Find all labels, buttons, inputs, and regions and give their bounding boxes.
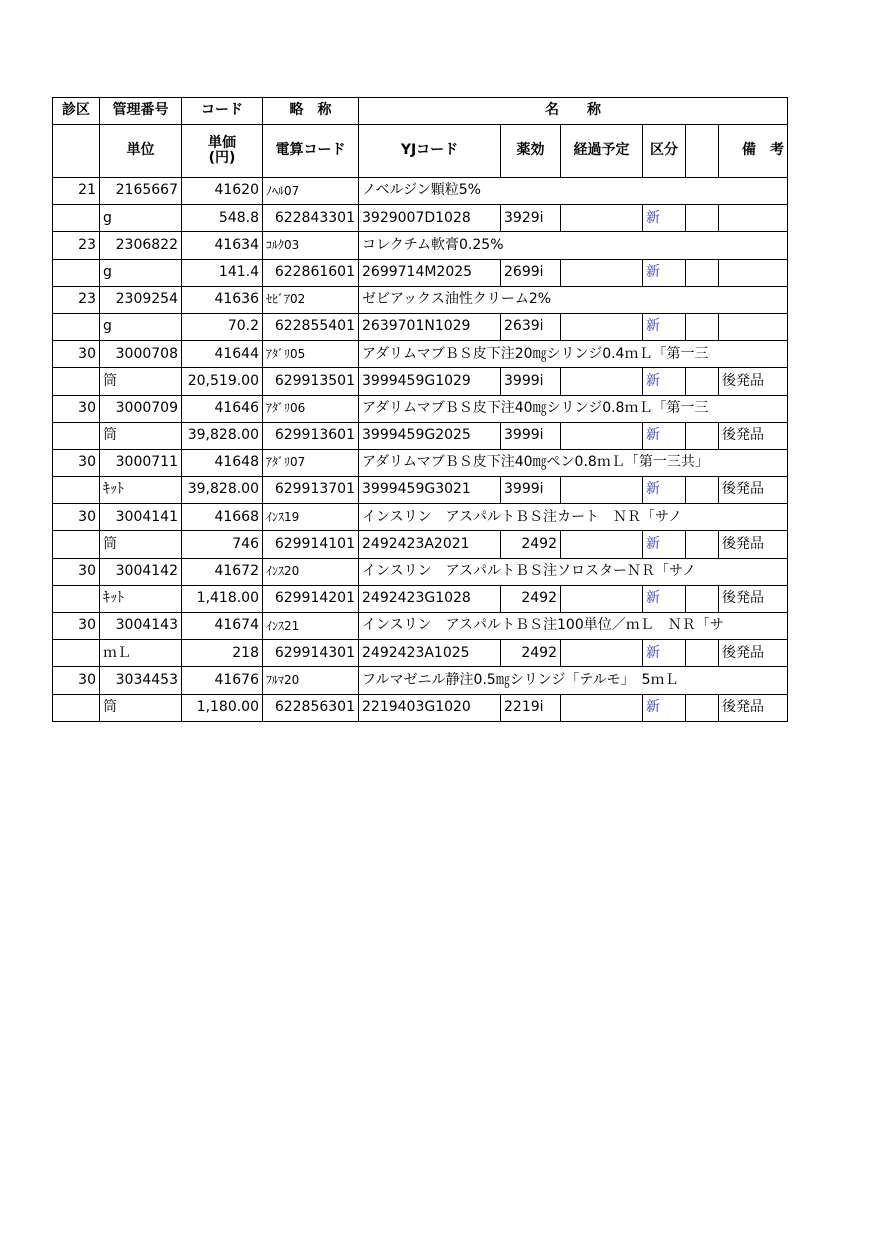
header-densan: 電算コード: [263, 125, 359, 178]
cell-blank: [53, 368, 100, 395]
cell-yj: 3999459G1029: [359, 368, 501, 395]
cell-code: 41646: [182, 395, 263, 422]
cell-ryaku: ｱﾀﾞﾘ06: [263, 395, 359, 422]
cell-blank-2: [686, 477, 719, 504]
drug-list-table: [52, 97, 788, 722]
cell-blank-2: [686, 368, 719, 395]
cell-code: 41648: [182, 449, 263, 476]
cell-ryaku: ｲﾝｽ20: [263, 558, 359, 585]
cell-name: アダリムマブＢＳ皮下注40㎎シリンジ0.8ｍＬ「第一三: [359, 395, 788, 422]
item-row-main: [53, 178, 788, 205]
cell-blank: [53, 205, 100, 232]
cell-kubun: 新: [643, 205, 686, 232]
cell-kanri: 2306822: [100, 232, 182, 259]
cell-yj: 2492423A2021: [359, 531, 501, 558]
item-row-detail: [53, 585, 788, 612]
cell-blank: [53, 694, 100, 721]
item-row-main: [53, 667, 788, 694]
cell-yakko: 3999i: [501, 477, 561, 504]
cell-code: 41674: [182, 613, 263, 640]
header-row-1: [53, 98, 788, 125]
cell-yakko: 2639i: [501, 313, 561, 340]
cell-biko: 後発品: [719, 640, 788, 667]
cell-name: ノベルジン顆粒5%: [359, 178, 788, 205]
cell-unit: 筒: [100, 694, 182, 721]
cell-blank: [53, 585, 100, 612]
cell-biko: 後発品: [719, 422, 788, 449]
cell-unit: ｷｯﾄ: [100, 585, 182, 612]
cell-kanri: 3034453: [100, 667, 182, 694]
cell-keika: [561, 531, 643, 558]
cell-price: 39,828.00: [182, 477, 263, 504]
item-row-main: [53, 232, 788, 259]
cell-yakko: 2492: [501, 640, 561, 667]
cell-name: インスリン アスパルトＢＳ注カート ＮＲ「サノ: [359, 504, 788, 531]
cell-blank: [53, 477, 100, 504]
cell-unit: ｷｯﾄ: [100, 477, 182, 504]
cell-biko: 後発品: [719, 585, 788, 612]
cell-densan: 622856301: [263, 694, 359, 721]
cell-price: 70.2: [182, 313, 263, 340]
cell-price: 39,828.00: [182, 422, 263, 449]
cell-densan: 629913501: [263, 368, 359, 395]
header-biko: 備 考: [719, 125, 788, 178]
cell-price: 141.4: [182, 259, 263, 286]
item-row-main: [53, 341, 788, 368]
header-blank: [53, 125, 100, 178]
cell-shinku: 23: [53, 232, 100, 259]
header-row-2: [53, 125, 788, 178]
cell-kubun: 新: [643, 585, 686, 612]
cell-name: コレクチム軟膏0.25%: [359, 232, 788, 259]
header-blank-2: [686, 125, 719, 178]
cell-shinku: 30: [53, 558, 100, 585]
cell-biko: [719, 313, 788, 340]
cell-shinku: 30: [53, 613, 100, 640]
item-row-main: [53, 449, 788, 476]
cell-blank: [53, 640, 100, 667]
cell-yakko: 3999i: [501, 368, 561, 395]
cell-keika: [561, 694, 643, 721]
cell-kubun: 新: [643, 313, 686, 340]
cell-kubun: 新: [643, 422, 686, 449]
cell-densan: 629914301: [263, 640, 359, 667]
cell-keika: [561, 313, 643, 340]
cell-unit: g: [100, 259, 182, 286]
cell-blank-2: [686, 422, 719, 449]
cell-keika: [561, 259, 643, 286]
cell-keika: [561, 205, 643, 232]
cell-shinku: 30: [53, 449, 100, 476]
item-row-detail: [53, 313, 788, 340]
cell-keika: [561, 422, 643, 449]
cell-blank: [53, 422, 100, 449]
item-row-detail: [53, 422, 788, 449]
cell-name: インスリン アスパルトＢＳ注ソロスターＮＲ「サノ: [359, 558, 788, 585]
cell-kanri: 3000709: [100, 395, 182, 422]
item-row-detail: [53, 368, 788, 395]
cell-ryaku: ｾﾋﾞｱ02: [263, 286, 359, 313]
cell-ryaku: ﾉﾍﾙ07: [263, 178, 359, 205]
cell-yj: 3929007D1028: [359, 205, 501, 232]
cell-ryaku: ｱﾀﾞﾘ07: [263, 449, 359, 476]
cell-biko: 後発品: [719, 531, 788, 558]
cell-kubun: 新: [643, 259, 686, 286]
cell-shinku: 30: [53, 395, 100, 422]
cell-shinku: 23: [53, 286, 100, 313]
cell-blank: [53, 531, 100, 558]
header-meisho: 名 称: [359, 98, 788, 125]
cell-ryaku: ｲﾝｽ19: [263, 504, 359, 531]
cell-price: 1,418.00: [182, 585, 263, 612]
item-row-main: [53, 504, 788, 531]
cell-yj: 2639701N1029: [359, 313, 501, 340]
cell-shinku: 21: [53, 178, 100, 205]
cell-unit: g: [100, 313, 182, 340]
cell-kubun: 新: [643, 531, 686, 558]
item-row-main: [53, 613, 788, 640]
cell-code: 41636: [182, 286, 263, 313]
cell-yj: 2492423G1028: [359, 585, 501, 612]
cell-keika: [561, 477, 643, 504]
cell-blank-2: [686, 205, 719, 232]
cell-name: ゼビアックス油性クリーム2%: [359, 286, 788, 313]
cell-kanri: 3004143: [100, 613, 182, 640]
cell-code: 41676: [182, 667, 263, 694]
cell-shinku: 30: [53, 504, 100, 531]
item-row-detail: [53, 640, 788, 667]
cell-keika: [561, 640, 643, 667]
cell-kanri: 3000708: [100, 341, 182, 368]
cell-biko: [719, 259, 788, 286]
cell-unit: 筒: [100, 368, 182, 395]
cell-shinku: 30: [53, 667, 100, 694]
header-tani: 単位: [100, 125, 182, 178]
cell-yakko: 2492: [501, 585, 561, 612]
item-row-main: [53, 558, 788, 585]
cell-price: 746: [182, 531, 263, 558]
cell-blank-2: [686, 585, 719, 612]
item-row-main: [53, 395, 788, 422]
item-row-detail: [53, 531, 788, 558]
cell-unit: ｍＬ: [100, 640, 182, 667]
cell-code: 41620: [182, 178, 263, 205]
cell-code: 41672: [182, 558, 263, 585]
cell-biko: [719, 205, 788, 232]
cell-name: インスリン アスパルトＢＳ注100単位／ｍＬ ＮＲ「サ: [359, 613, 788, 640]
cell-ryaku: ｱﾀﾞﾘ05: [263, 341, 359, 368]
cell-price: 20,519.00: [182, 368, 263, 395]
cell-blank: [53, 259, 100, 286]
cell-yakko: 2219i: [501, 694, 561, 721]
item-row-main: [53, 286, 788, 313]
header-shinku: 診区: [53, 98, 100, 125]
cell-price: 218: [182, 640, 263, 667]
item-row-detail: [53, 477, 788, 504]
cell-biko: 後発品: [719, 368, 788, 395]
cell-keika: [561, 368, 643, 395]
cell-blank-2: [686, 259, 719, 286]
header-yj: YJコード: [359, 125, 501, 178]
header-keika: 経過予定: [561, 125, 643, 178]
header-ryaku: 略 称: [263, 98, 359, 125]
header-tanka: 単価 (円): [182, 125, 263, 178]
cell-yakko: 2492: [501, 531, 561, 558]
cell-biko: 後発品: [719, 694, 788, 721]
cell-yj: 2219403G1020: [359, 694, 501, 721]
cell-ryaku: ｲﾝｽ21: [263, 613, 359, 640]
cell-densan: 622861601: [263, 259, 359, 286]
cell-kanri: 2165667: [100, 178, 182, 205]
cell-kanri: 3004141: [100, 504, 182, 531]
cell-kubun: 新: [643, 477, 686, 504]
cell-unit: g: [100, 205, 182, 232]
cell-yakko: 3929i: [501, 205, 561, 232]
header-code: コード: [182, 98, 263, 125]
cell-biko: 後発品: [719, 477, 788, 504]
cell-kubun: 新: [643, 694, 686, 721]
item-row-detail: [53, 694, 788, 721]
cell-yakko: 2699i: [501, 259, 561, 286]
cell-kubun: 新: [643, 368, 686, 395]
cell-blank-2: [686, 694, 719, 721]
cell-keika: [561, 585, 643, 612]
cell-unit: 筒: [100, 531, 182, 558]
cell-densan: 622843301: [263, 205, 359, 232]
cell-code: 41668: [182, 504, 263, 531]
cell-code: 41644: [182, 341, 263, 368]
cell-name: アダリムマブＢＳ皮下注20㎎シリンジ0.4ｍＬ「第一三: [359, 341, 788, 368]
header-yakko: 薬効: [501, 125, 561, 178]
cell-kubun: 新: [643, 640, 686, 667]
cell-yakko: 3999i: [501, 422, 561, 449]
cell-code: 41634: [182, 232, 263, 259]
cell-ryaku: ｺﾙｸ03: [263, 232, 359, 259]
cell-blank-2: [686, 313, 719, 340]
cell-densan: 629913601: [263, 422, 359, 449]
cell-densan: 622855401: [263, 313, 359, 340]
cell-yj: 2699714M2025: [359, 259, 501, 286]
cell-densan: 629914201: [263, 585, 359, 612]
item-row-detail: [53, 259, 788, 286]
cell-blank-2: [686, 531, 719, 558]
cell-yj: 2492423A1025: [359, 640, 501, 667]
cell-blank: [53, 313, 100, 340]
cell-unit: 筒: [100, 422, 182, 449]
cell-kanri: 3004142: [100, 558, 182, 585]
cell-kanri: 3000711: [100, 449, 182, 476]
cell-kanri: 2309254: [100, 286, 182, 313]
cell-ryaku: ﾌﾙﾏ20: [263, 667, 359, 694]
cell-name: アダリムマブＢＳ皮下注40㎎ペン0.8ｍＬ「第一三共」: [359, 449, 788, 476]
cell-name: フルマゼニル静注0.5㎎シリンジ「テルモ」 5ｍＬ: [359, 667, 788, 694]
cell-shinku: 30: [53, 341, 100, 368]
cell-yj: 3999459G3021: [359, 477, 501, 504]
header-kubun: 区分: [643, 125, 686, 178]
cell-densan: 629913701: [263, 477, 359, 504]
cell-price: 548.8: [182, 205, 263, 232]
header-kanri: 管理番号: [100, 98, 182, 125]
cell-price: 1,180.00: [182, 694, 263, 721]
cell-yj: 3999459G2025: [359, 422, 501, 449]
item-row-detail: [53, 205, 788, 232]
cell-blank-2: [686, 640, 719, 667]
cell-densan: 629914101: [263, 531, 359, 558]
